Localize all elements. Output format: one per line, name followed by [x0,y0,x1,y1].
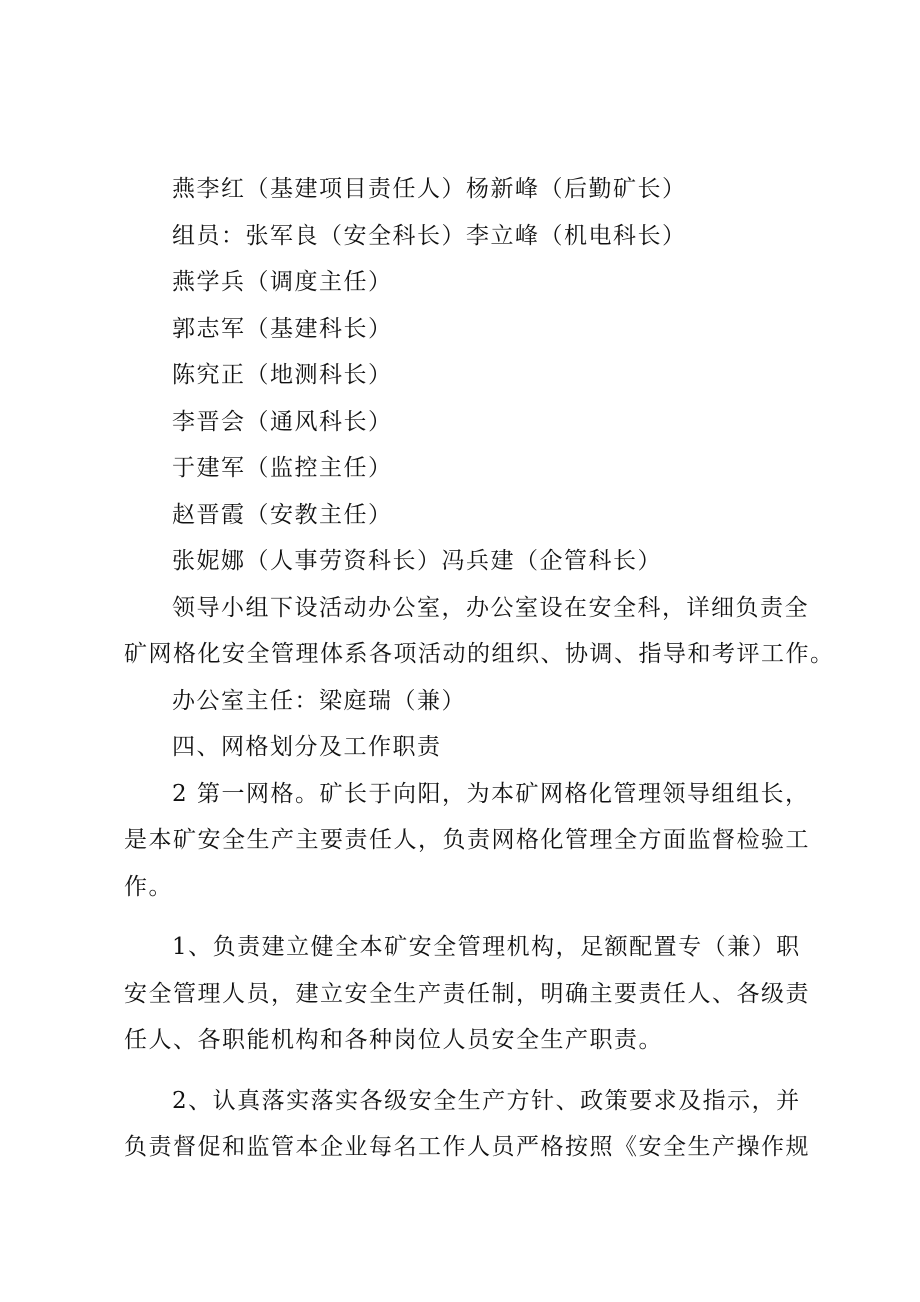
item1-paragraph-line: 安全管理人员，建立安全生产责任制，明确主要责任人、各级责 [124,980,810,1007]
members-line: 组员：张军良（安全科长）李立峰（机电科长） [172,222,687,249]
item1-paragraph-line: 任人、各职能机构和各种岗位人员安全生产职责。 [124,1027,663,1053]
office-director-line: 办公室主任：梁庭瑞（兼） [172,687,466,714]
item2-paragraph-line: 2、认真落实落实各级安全生产方针、政策要求及指示，并 [172,1087,801,1114]
section-heading: 四、网格划分及工作职责 [172,734,442,760]
document-body [124,166,835,1171]
grid1-paragraph-line: 是本矿安全生产主要责任人，负责网格化管理全方面监督检验工 [124,827,810,853]
member-line: 张妮娜（人事劳资科长）冯兵建（企管科长） [172,548,662,574]
member-line: 赵晋霞（安教主任） [172,501,393,528]
leaders-line: 燕李红（基建项目责任人）杨新峰（后勤矿长） [172,176,687,202]
member-line: 李晋会（通风科长） [172,408,393,435]
member-line: 郭志军（基建科长） [172,315,393,342]
member-line: 陈究正（地测科长） [172,362,393,388]
member-line: 燕学兵（调度主任） [172,269,393,295]
office-paragraph-line: 矿网格化安全管理体系各项活动的组织、协调、指导和考评工作。 [124,641,835,667]
grid1-paragraph-line: 2 第一网格。矿长于向阳，为本矿网格化管理领导组组长， [172,780,810,807]
item1-paragraph-line: 1、负责建立健全本矿安全管理机构，足额配置专（兼）职 [172,934,801,960]
office-paragraph-line: 领导小组下设活动办公室，办公室设在安全科，详细负责全 [172,594,809,621]
grid1-paragraph-line: 作。 [124,873,173,900]
item2-paragraph-line: 负责督促和监管本企业每名工作人员严格按照《安全生产操作规 [124,1134,810,1160]
member-line: 于建军（监控主任） [172,455,393,481]
